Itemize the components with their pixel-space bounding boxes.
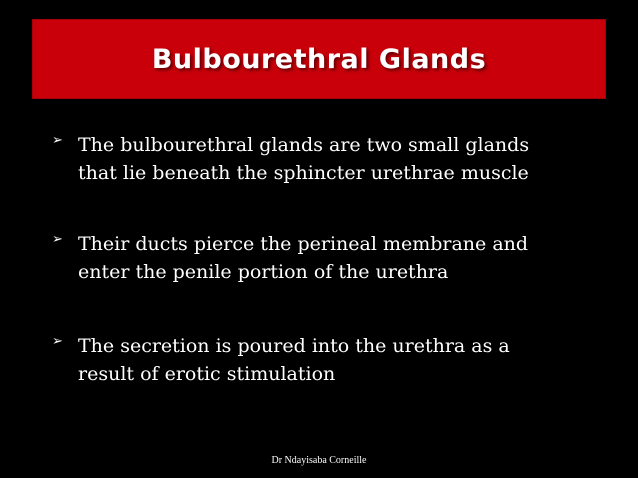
arrow-bullet-icon: ➢: [52, 232, 63, 247]
slide-footer: Dr Ndayisaba Corneille: [271, 455, 367, 466]
bullet-text: [78, 131, 610, 187]
bullet-text: [78, 230, 610, 286]
arrow-bullet-icon: ➢: [52, 334, 63, 349]
bullet-line: Their ducts pierce the perineal membrane and: [78, 233, 529, 255]
slide-title: Bulbourethral Glands: [151, 43, 487, 75]
bullet-line: that lie beneath the sphincter urethrae muscle: [78, 162, 529, 184]
bullet-line: The secretion is poured into the urethra as a: [78, 335, 510, 357]
arrow-bullet-icon: ➢: [52, 133, 63, 148]
bullet-text: [78, 332, 610, 388]
bullet-line: enter the penile portion of the urethra: [78, 261, 449, 283]
bullet-line: The bulbourethral glands are two small glands: [78, 134, 530, 156]
bullet-line: result of erotic stimulation: [78, 363, 336, 385]
